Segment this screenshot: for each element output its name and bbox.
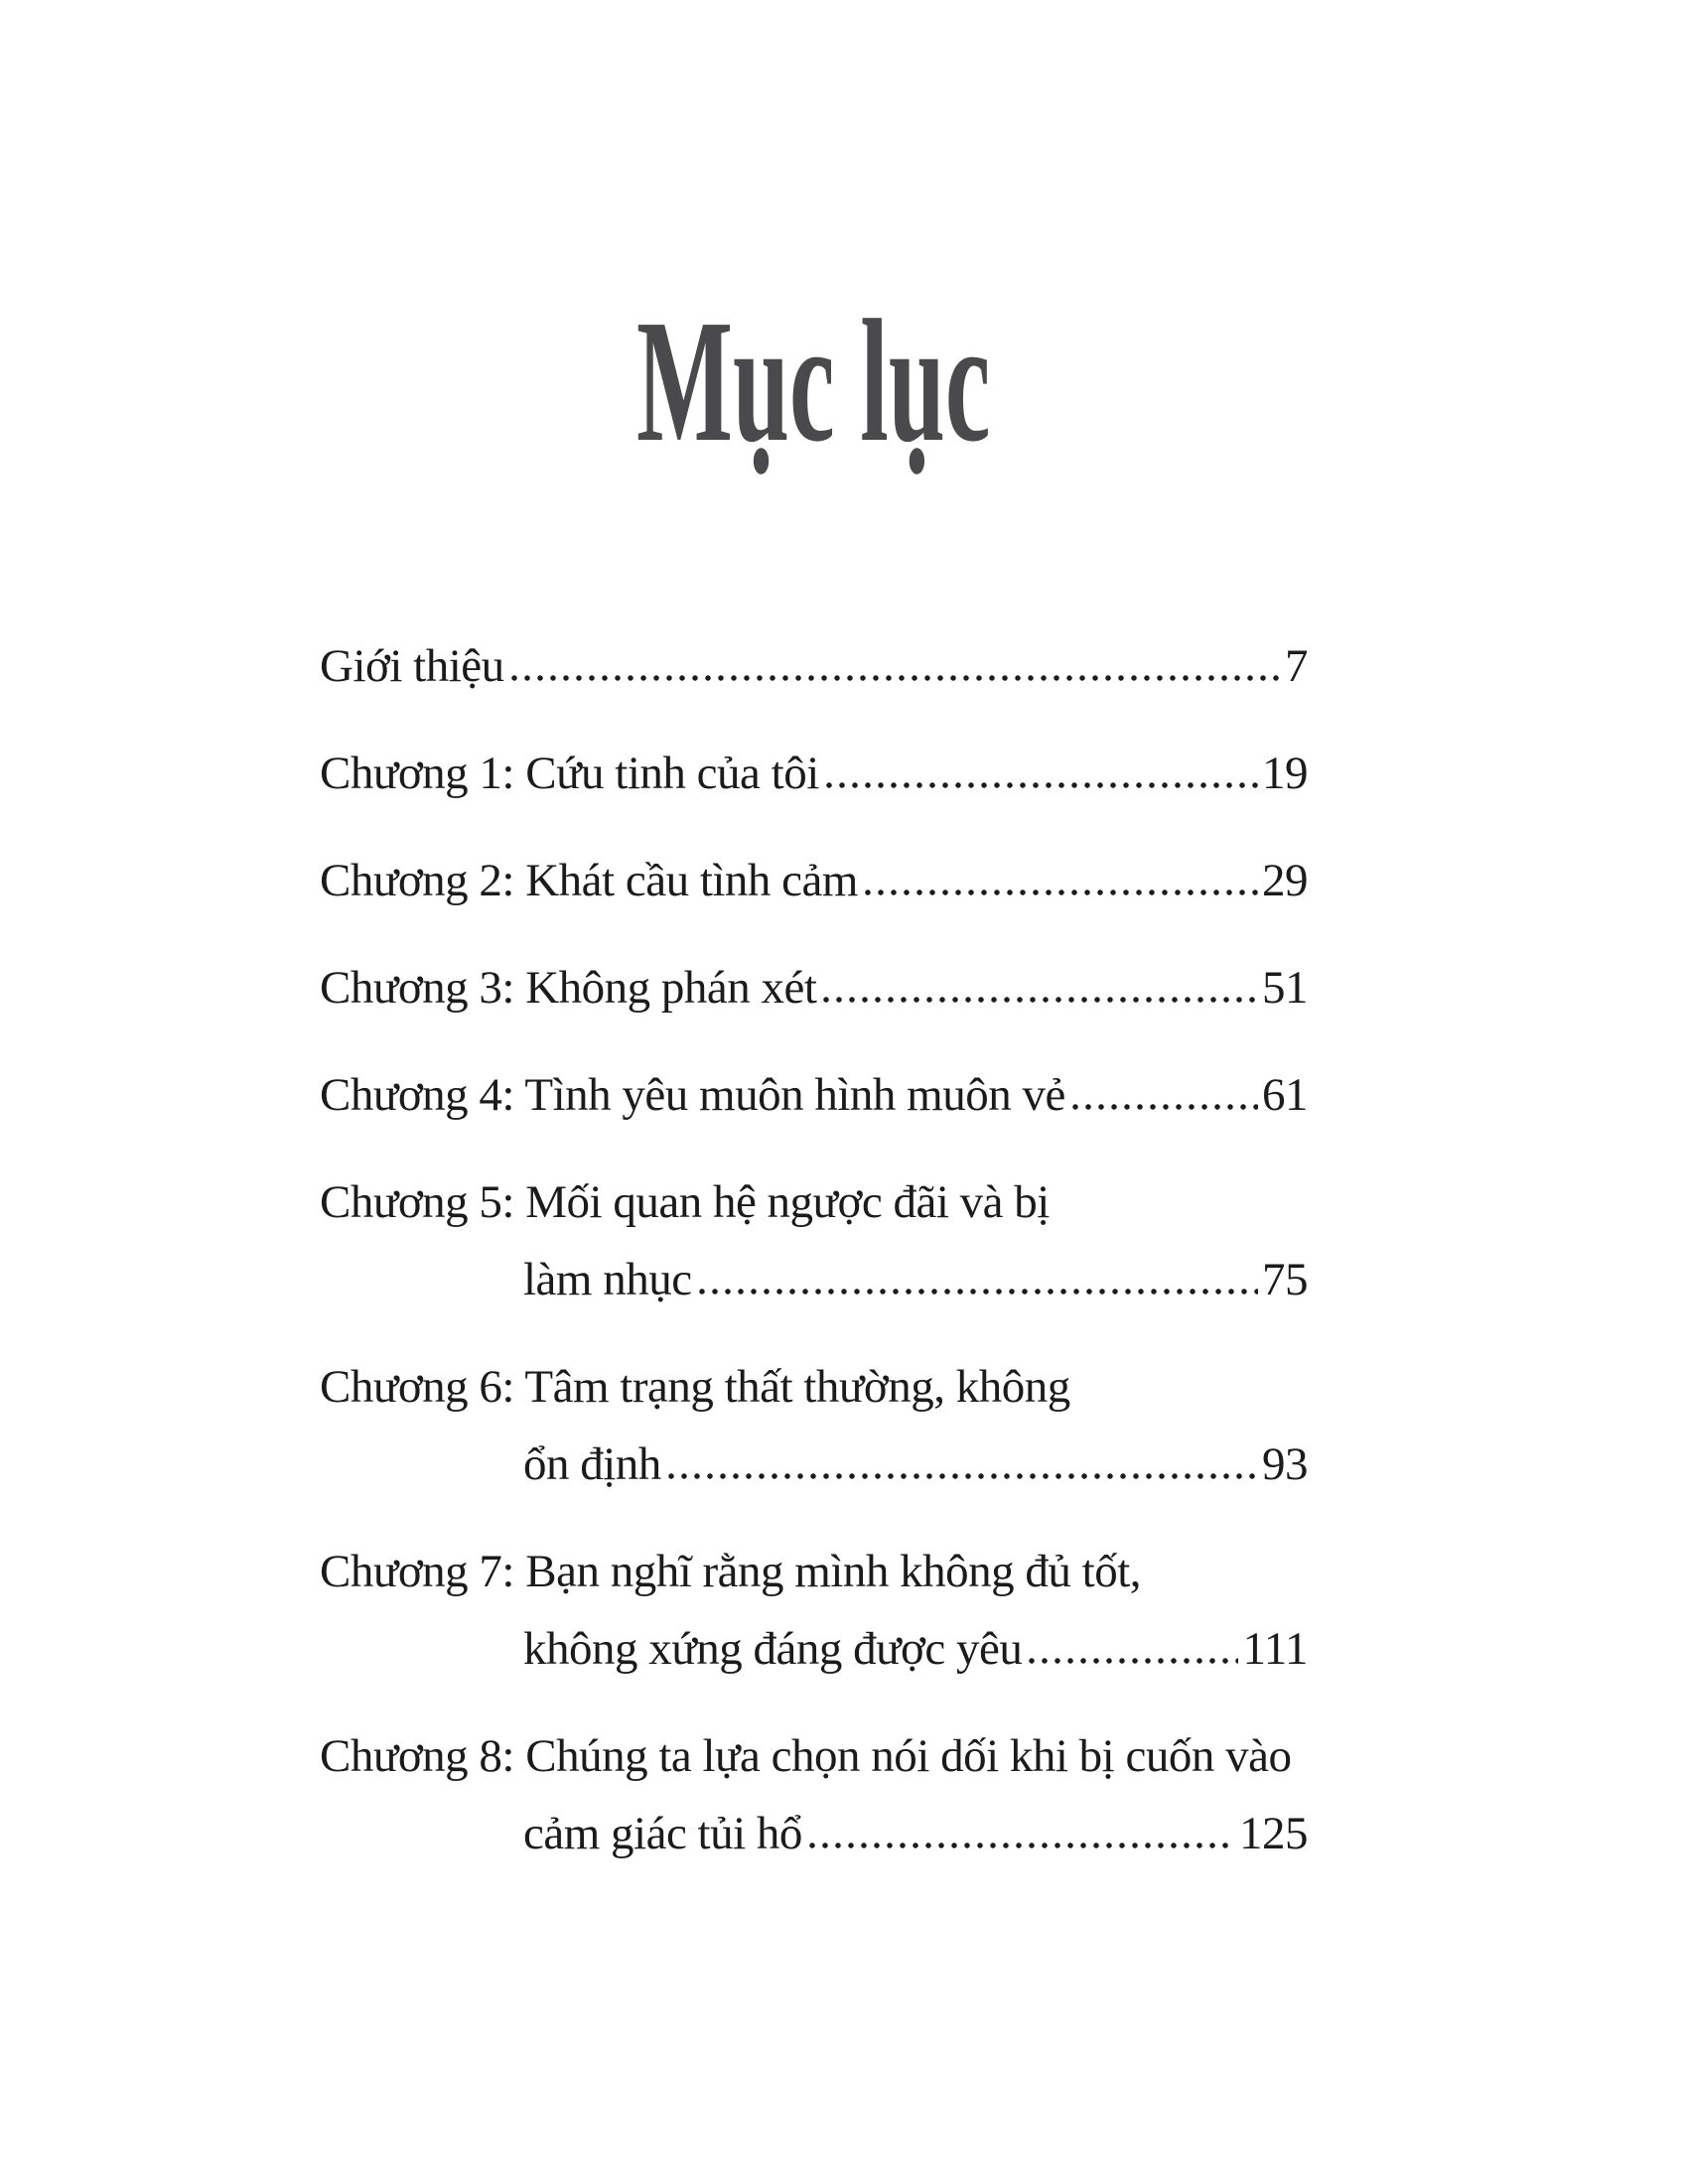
toc-page-number: 111 (1242, 1623, 1308, 1675)
toc-entry-chapter-6-line-1 (320, 1361, 1308, 1413)
toc-entry-intro (320, 640, 1308, 692)
toc-entry-chapter-2 (320, 855, 1308, 906)
toc-entry-text: không xứng đáng được yêu (523, 1623, 1023, 1675)
toc-entry-text: Chương 2: Khát cầu tình cảm (320, 855, 858, 906)
toc-entry-chapter-3 (320, 962, 1308, 1014)
page-title-wrap (320, 284, 1308, 478)
toc-entry-text: Chương 8: Chúng ta lựa chọn nói dối khi bị cuốn vào (320, 1730, 1292, 1782)
dot-leader (826, 782, 1258, 788)
toc-page-number: 19 (1262, 748, 1308, 799)
toc-page-number: 7 (1285, 640, 1308, 692)
toc-page-number: 75 (1262, 1254, 1308, 1305)
toc-entry-text: làm nhục (523, 1254, 692, 1305)
toc-page-number: 61 (1262, 1069, 1308, 1121)
dot-leader (823, 997, 1258, 1003)
toc-entry-chapter-6-line-2 (320, 1438, 1308, 1490)
toc-entry-text: Chương 1: Cứu tinh của tôi (320, 748, 819, 799)
toc-entry-text: Chương 6: Tâm trạng thất thường, không (320, 1361, 1070, 1413)
toc-entry-text: Chương 4: Tình yêu muôn hình muôn vẻ (320, 1069, 1065, 1121)
table-of-contents (320, 640, 1308, 1859)
page-title: Mục lục (636, 284, 991, 478)
toc-entry-chapter-7-line-2 (320, 1623, 1308, 1675)
toc-entry-chapter-5-line-2 (320, 1254, 1308, 1305)
toc-entry-chapter-4 (320, 1069, 1308, 1121)
toc-entry-chapter-5-line-1 (320, 1176, 1308, 1228)
dot-leader (699, 1289, 1258, 1295)
dot-leader (1029, 1658, 1238, 1664)
dot-leader (809, 1843, 1235, 1848)
toc-entry-text: ổn định (523, 1438, 661, 1490)
dot-leader (511, 675, 1281, 681)
toc-entry-chapter-7-line-1 (320, 1546, 1308, 1597)
toc-entry-text: Chương 5: Mối quan hệ ngược đãi và bị (320, 1176, 1050, 1228)
toc-entry-text: Chương 7: Bạn nghĩ rằng mình không đủ tốt, (320, 1546, 1141, 1597)
toc-entry-chapter-1 (320, 748, 1308, 799)
toc-page-number: 51 (1262, 962, 1308, 1014)
toc-entry-chapter-8-line-1 (320, 1730, 1308, 1782)
toc-page-number: 29 (1262, 855, 1308, 906)
toc-entry-chapter-8-line-2 (320, 1808, 1308, 1859)
dot-leader (668, 1473, 1258, 1479)
toc-page-number: 93 (1262, 1438, 1308, 1490)
dot-leader (865, 889, 1258, 895)
toc-entry-text: Giới thiệu (320, 640, 504, 692)
toc-entry-text: Chương 3: Không phán xét (320, 962, 817, 1014)
dot-leader (1072, 1104, 1258, 1110)
toc-entry-text: cảm giác tủi hổ (523, 1808, 802, 1859)
toc-page-number: 125 (1239, 1808, 1308, 1859)
